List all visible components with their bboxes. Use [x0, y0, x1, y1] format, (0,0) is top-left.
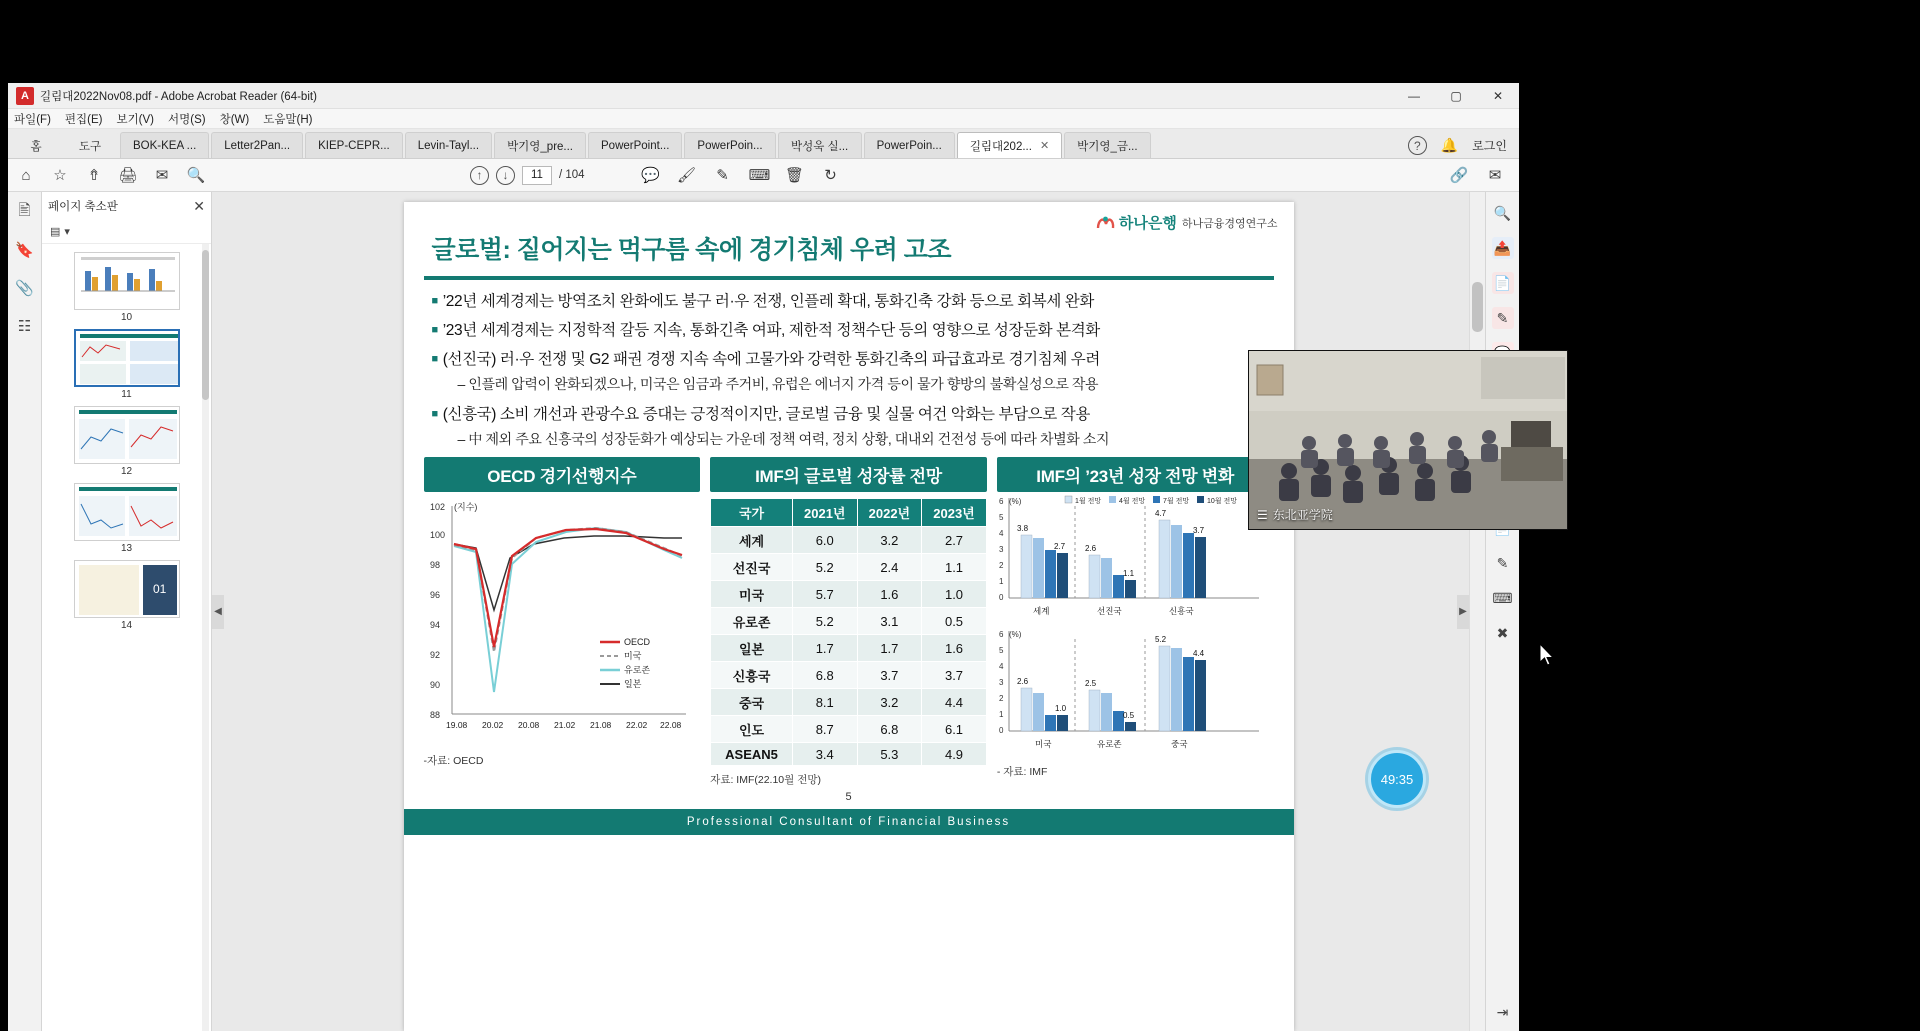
tab-powerpoint-3[interactable]: PowerPoin... [864, 132, 955, 158]
svg-text:90: 90 [429, 680, 440, 690]
svg-text:5: 5 [998, 646, 1004, 655]
layers-icon[interactable]: ☷ [17, 318, 32, 335]
workspace [8, 192, 1519, 1031]
svg-text:중국: 중국 [1170, 739, 1188, 749]
bullet-square-icon: ■ [431, 353, 438, 365]
panel-title: IMF의 ’23년 성장 전망 변화 [997, 457, 1274, 492]
sub-bullet-text: – 인플레 압력이 완화되겠으나, 미국은 임금과 주거비, 유럽은 에너지 가격 등이 물가 향방의 불확실성으로 작용 [457, 376, 1099, 392]
svg-text:4: 4 [998, 529, 1004, 538]
thumbnail-image [74, 329, 180, 387]
page-number-input[interactable]: 11 [522, 166, 552, 185]
thumbnail-page-number: 10 [120, 312, 133, 323]
svg-text:선진국: 선진국 [1096, 606, 1122, 616]
trash-icon[interactable]: 🗑 [785, 167, 805, 184]
document-tab-bar [8, 129, 1519, 159]
tab-gillimdae-2022nov08[interactable] [957, 132, 1062, 158]
close-icon[interactable]: ✕ [193, 197, 205, 214]
table-row: 미국 5.7 1.6 1.0 [711, 581, 987, 608]
sign-icon[interactable]: ✎ [1496, 554, 1509, 571]
svg-text:96: 96 [429, 590, 440, 600]
svg-text:5: 5 [998, 513, 1004, 522]
options-icon: ▤ [50, 226, 61, 238]
svg-text:(%): (%) [1008, 497, 1022, 506]
svg-text:유로존: 유로존 [1096, 739, 1122, 749]
panel-oecd [424, 457, 701, 787]
bullet-item [432, 318, 1280, 340]
svg-text:일본: 일본 [623, 679, 641, 689]
svg-text:6: 6 [998, 630, 1004, 639]
tab-parkgiyoung-pre[interactable]: 박기영_pre... [494, 132, 586, 158]
svg-text:0.5: 0.5 [1122, 711, 1134, 720]
collapse-panel-icon[interactable]: ⇥ [1496, 1003, 1509, 1020]
page-title: 글로벌: 짙어지는 먹구름 속에 경기침체 우려 고조 [431, 236, 952, 264]
chevron-down-icon: ▾ [64, 226, 70, 238]
search-panel-icon[interactable]: 🔍 [1493, 204, 1512, 221]
envelope-icon[interactable]: ✉ [155, 167, 169, 184]
svg-text:20.02: 20.02 [481, 720, 503, 730]
bullet-text: ’23년 세계경제는 지정학적 갈등 지속, 통화긴축 여파, 제한적 정책수단 등의 영향으로 성장둔화 본격화 [442, 322, 1100, 339]
thumbnail-options[interactable] [42, 220, 211, 244]
rotate-icon[interactable]: ↻ [824, 167, 837, 184]
upload-icon[interactable]: ⇮ [87, 167, 101, 184]
menu-sign[interactable]: 서명(S) [168, 113, 206, 126]
bullet-item [432, 402, 1280, 424]
svg-text:4.7: 4.7 [1154, 509, 1166, 518]
svg-text:10월 전망: 10월 전망 [1206, 498, 1237, 505]
previous-pane-arrow[interactable]: ◀ [212, 595, 224, 629]
recording-timer-badge[interactable]: 49:35 [1368, 750, 1426, 808]
svg-text:유로존: 유로존 [623, 665, 650, 675]
svg-text:신흥국: 신흥국 [1168, 606, 1194, 616]
tab-powerpoint-2[interactable]: PowerPoin... [684, 132, 775, 158]
thumbnail-image [74, 483, 180, 541]
print-icon[interactable]: 🖨 [118, 167, 138, 184]
thumbnail-panel [42, 192, 212, 1031]
tab-tools[interactable]: 도구 [62, 132, 118, 158]
next-page-button[interactable]: ↓ [496, 166, 515, 185]
thumbnail-image [74, 406, 180, 464]
edit-pdf-icon[interactable]: ✎ [1492, 307, 1514, 329]
svg-text:01: 01 [152, 582, 166, 596]
thumbnail-panel-header [42, 192, 211, 220]
thumbnail-image [74, 252, 180, 310]
hana-logo-mark [1094, 214, 1114, 232]
menu-edit[interactable]: 편집(E) [64, 113, 103, 126]
source-label: 자료: IMF(22.10월 전망) [710, 774, 821, 786]
bell-icon[interactable]: 🔔 [1440, 137, 1459, 153]
svg-text:(%): (%) [1008, 630, 1022, 639]
acrobat-window [8, 83, 1519, 1031]
svg-text:2.5: 2.5 [1084, 679, 1096, 688]
bullet-text: ’22년 세계경제는 방역조치 완화에도 불구 러·우 전쟁, 인플레 확대, 통화긴축 강화 등으로 회복세 완화 [442, 293, 1094, 310]
menu-file[interactable]: 파일(F) [14, 113, 51, 126]
bullet-list [432, 289, 1280, 449]
svg-text:0: 0 [998, 593, 1004, 602]
export-pdf-icon[interactable]: 📤 [1492, 237, 1514, 259]
sub-bullet-text: – 中 제외 주요 신흥국의 성장둔화가 예상되는 가운데 정책 여력, 정치 상황, 대내외 건전성 등에 따라 차별화 소지 [457, 431, 1110, 447]
svg-text:4월 전망: 4월 전망 [1118, 498, 1145, 505]
stamp-icon[interactable]: ⌨ [1492, 589, 1513, 606]
svg-text:21.08: 21.08 [589, 720, 611, 730]
tab-powerpoint-1[interactable]: PowerPoint... [588, 132, 682, 158]
slide-page [404, 202, 1294, 1031]
panel-imf-table [710, 457, 987, 787]
menu-window[interactable]: 창(W) [219, 113, 250, 126]
imf-forecast-table [710, 498, 987, 766]
svg-text:0: 0 [998, 726, 1004, 735]
thumbnail-list[interactable] [42, 244, 211, 1031]
thumbnail-page-number: 11 [121, 389, 132, 400]
thumbnail-page-11[interactable] [74, 329, 180, 400]
svg-text:94: 94 [429, 620, 440, 630]
svg-text:1: 1 [998, 577, 1004, 586]
main-toolbar [8, 159, 1519, 192]
col-country: 국가 [711, 499, 793, 527]
svg-text:3: 3 [998, 545, 1004, 554]
menu-help[interactable]: 도움말(H) [263, 113, 313, 126]
svg-text:2.7: 2.7 [1053, 542, 1065, 551]
bullet-item [432, 289, 1280, 311]
bookmarks-icon[interactable]: 🔖 [15, 242, 34, 259]
svg-text:4: 4 [998, 662, 1004, 671]
svg-text:100: 100 [429, 530, 445, 540]
svg-text:22.02: 22.02 [625, 720, 647, 730]
thumbnail-page-10[interactable] [74, 252, 180, 323]
svg-text:2.6: 2.6 [1016, 677, 1028, 686]
slide-footer: Professional Consultant of Financial Business [404, 809, 1294, 835]
svg-text:88: 88 [429, 710, 440, 720]
svg-text:3.8: 3.8 [1016, 524, 1028, 533]
window-title: 길림대2022Nov08.pdf - Adobe Acrobat Reader (64-bit) [40, 90, 317, 103]
page-navigator [470, 166, 585, 185]
svg-text:1월 전망: 1월 전망 [1074, 498, 1101, 505]
comment-icon[interactable]: 💬 [641, 167, 660, 184]
svg-text:1: 1 [998, 710, 1004, 719]
thumbnail-page-13[interactable] [74, 483, 180, 554]
col-2022: 2022년 [857, 499, 922, 527]
search-icon[interactable]: 🔍 [186, 167, 206, 184]
logo-brand: 하나은행 [1118, 215, 1177, 232]
col-2021: 2021년 [792, 499, 857, 527]
svg-text:21.02: 21.02 [553, 720, 575, 730]
thumbnail-page-number: 14 [120, 620, 133, 631]
viewer-scrollbar-track[interactable] [1469, 192, 1485, 1031]
panel-title: OECD 경기선행지수 [424, 457, 701, 492]
table-row: ASEAN5 3.4 5.3 4.9 [711, 743, 987, 766]
svg-text:19.08: 19.08 [445, 720, 467, 730]
thumbnail-image [74, 560, 180, 618]
bullet-text: (신흥국) 소비 개선과 관광수요 증대는 긍정적이지만, 글로벌 금융 및 실물 여건 악화는 부담으로 작용 [442, 406, 1090, 423]
more-tools-icon[interactable]: ✖ [1496, 624, 1509, 641]
panel-title: IMF의 글로벌 성장률 전망 [710, 457, 987, 492]
bullet-square-icon: ■ [431, 295, 438, 307]
bullet-text: (선진국) 러·우 전쟁 및 G2 패권 경쟁 지속 속에 고물가와 강력한 통화긴축의 파급효과로 경기침체 우려 [442, 351, 1100, 368]
svg-text:102: 102 [429, 502, 445, 512]
table-row: 신흥국 6.8 3.7 3.7 [711, 662, 987, 689]
mail-icon[interactable]: ✉ [1488, 167, 1502, 184]
svg-text:세계: 세계 [1032, 606, 1050, 616]
right-tools-rail [1485, 192, 1519, 1031]
document-viewer[interactable] [212, 192, 1485, 1031]
svg-text:20.08: 20.08 [517, 720, 539, 730]
maximize-button[interactable]: ▢ [1450, 88, 1462, 103]
previous-page-button[interactable]: ↑ [470, 166, 489, 185]
table-row: 유로존 5.2 3.1 0.5 [711, 608, 987, 635]
page-count-label: / 104 [559, 169, 585, 181]
attachments-icon[interactable]: 📎 [15, 280, 34, 297]
window-controls [1393, 83, 1519, 109]
signin-button[interactable]: 로그인 [1472, 139, 1507, 153]
table-row: 인도 8.7 6.8 6.1 [711, 716, 987, 743]
viewer-scrollbar-thumb[interactable] [1472, 282, 1483, 332]
help-icon[interactable]: ? [1408, 136, 1427, 155]
thumbnail-page-14[interactable] [74, 560, 180, 631]
video-label-text: 东北亚学院 [1272, 508, 1333, 522]
svg-text:3: 3 [998, 678, 1004, 687]
tab-home[interactable]: 홈 [12, 132, 60, 158]
video-participant-label [1257, 506, 1333, 523]
close-button[interactable]: ✕ [1492, 88, 1504, 103]
title-divider [424, 276, 1274, 280]
tab-bok-kea[interactable]: BOK-KEA ... [120, 132, 209, 158]
tab-parkgiyoung-geum[interactable]: 박기영_금... [1064, 132, 1150, 158]
chart-panels [424, 457, 1274, 787]
source-label: -자료: OECD [423, 755, 484, 767]
menu-bar [8, 109, 1519, 129]
thumbnail-panel-title: 페이지 축소판 [48, 201, 118, 213]
video-conference-overlay[interactable] [1248, 350, 1568, 530]
svg-text:OECD: OECD [623, 637, 650, 647]
bullet-item [432, 347, 1280, 369]
imf-bar-chart-bottom [997, 625, 1267, 753]
menu-view[interactable]: 보기(V) [116, 113, 155, 126]
left-navigation-rail [8, 192, 42, 1031]
tab-label: 길림대202... [969, 140, 1032, 153]
table-row: 일본 1.7 1.7 1.6 [711, 635, 987, 662]
tab-kiep-cepr[interactable]: KIEP-CEPR... [305, 132, 403, 158]
hana-bank-logo [1094, 212, 1278, 233]
svg-text:3.7: 3.7 [1192, 526, 1204, 535]
svg-text:98: 98 [429, 560, 440, 570]
imf-bar-chart-top [997, 492, 1267, 620]
svg-text:5.2: 5.2 [1154, 635, 1166, 644]
link-icon[interactable]: 🔗 [1449, 167, 1469, 184]
title-bar [8, 83, 1519, 109]
svg-text:4.4: 4.4 [1192, 649, 1204, 658]
table-header-row [711, 499, 987, 527]
oecd-line-chart [424, 492, 694, 742]
table-row: 선진국 5.2 2.4 1.1 [711, 554, 987, 581]
svg-text:2.6: 2.6 [1084, 544, 1096, 553]
bullet-square-icon: ■ [431, 324, 438, 336]
tab-levin-tayl[interactable]: Levin-Tayl... [405, 132, 492, 158]
thumbnail-page-number: 13 [120, 543, 133, 554]
minimize-button[interactable]: — [1408, 88, 1420, 103]
thumbnail-scrollbar-thumb[interactable] [202, 250, 209, 400]
signal-icon: ☰ [1257, 507, 1268, 522]
svg-text:2: 2 [998, 694, 1004, 703]
home-icon[interactable]: ⌂ [21, 166, 31, 184]
next-pane-arrow[interactable]: ▶ [1457, 595, 1469, 629]
highlight-icon[interactable]: 🖌 [677, 167, 697, 184]
logo-sub: 하나금융경영연구소 [1181, 217, 1278, 230]
table-row: 중국 8.1 3.2 4.4 [711, 689, 987, 716]
page-thumbnails-icon[interactable]: 🖹 [18, 201, 31, 219]
create-pdf-icon[interactable]: 📄 [1492, 272, 1514, 294]
slide-page-number: 5 [845, 791, 852, 803]
source-label: - 자료: IMF [996, 766, 1048, 778]
acrobat-app-icon: A [16, 87, 34, 105]
svg-text:미국: 미국 [623, 651, 641, 661]
thumbnail-page-number: 12 [120, 466, 133, 477]
table-row: 세계 6.0 3.2 2.7 [711, 527, 987, 554]
close-icon[interactable]: ✕ [1039, 140, 1050, 152]
svg-text:6: 6 [998, 497, 1004, 506]
draw-icon[interactable]: ✎ [716, 167, 729, 184]
svg-text:1.0: 1.0 [1054, 704, 1066, 713]
classroom-video-frame [1249, 351, 1568, 530]
bullet-square-icon: ■ [431, 408, 438, 420]
tab-letter2pan[interactable]: Letter2Pan... [211, 132, 303, 158]
svg-text:22.08: 22.08 [659, 720, 681, 730]
panel-imf-bars [997, 457, 1274, 787]
svg-text:1.1: 1.1 [1122, 569, 1134, 578]
svg-text:92: 92 [429, 650, 440, 660]
svg-text:(지수): (지수) [453, 502, 477, 512]
svg-text:2: 2 [998, 561, 1004, 570]
star-icon[interactable]: ☆ [53, 167, 67, 184]
tab-parksungwook[interactable]: 박성욱 실... [778, 132, 862, 158]
thumbnail-page-12[interactable] [74, 406, 180, 477]
svg-text:7월 전망: 7월 전망 [1162, 498, 1189, 505]
stamp-icon[interactable]: ⌨ [748, 167, 771, 184]
svg-text:미국: 미국 [1034, 739, 1052, 749]
col-2023: 2023년 [922, 499, 987, 527]
